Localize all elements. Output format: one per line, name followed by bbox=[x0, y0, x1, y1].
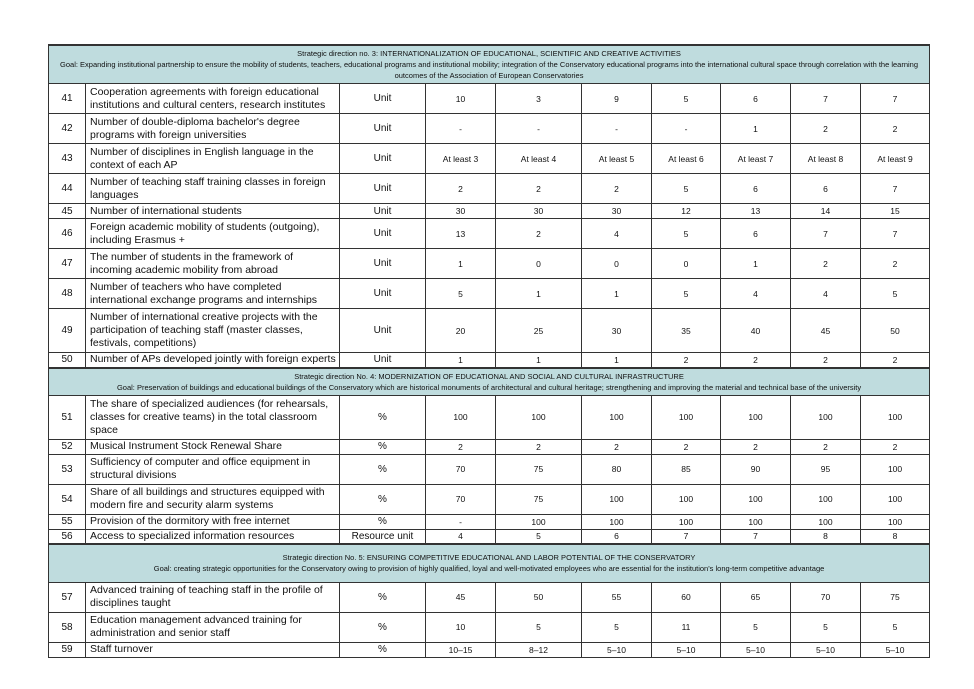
row-number-cell: 43 bbox=[49, 144, 86, 174]
unit-cell: Unit bbox=[340, 144, 426, 174]
value-cell: 2 bbox=[861, 249, 930, 279]
value-cell: 1 bbox=[426, 353, 496, 368]
unit-cell: % bbox=[340, 454, 426, 484]
value-cell: 55 bbox=[582, 582, 652, 612]
value-cell: 75 bbox=[496, 454, 582, 484]
value-cell: 100 bbox=[582, 484, 652, 514]
row-number-cell: 49 bbox=[49, 309, 86, 353]
value-cell: 7 bbox=[861, 84, 930, 114]
value-cell: 70 bbox=[426, 484, 496, 514]
value-cell: 5–10 bbox=[582, 642, 652, 657]
table-row bbox=[49, 582, 930, 612]
value-cell: 13 bbox=[426, 219, 496, 249]
value-cell: 2 bbox=[791, 353, 861, 368]
value-cell: 2 bbox=[496, 439, 582, 454]
value-cell: 5–10 bbox=[721, 642, 791, 657]
value-cell: 100 bbox=[861, 514, 930, 529]
value-cell: 20 bbox=[426, 309, 496, 353]
value-cell: 100 bbox=[582, 395, 652, 439]
value-cell: 2 bbox=[426, 439, 496, 454]
row-number-cell: 41 bbox=[49, 84, 86, 114]
value-cell: 0 bbox=[582, 249, 652, 279]
row-number-cell: 42 bbox=[49, 114, 86, 144]
value-cell: 7 bbox=[861, 174, 930, 204]
value-cell: 5–10 bbox=[861, 642, 930, 657]
indicator-name-cell: Number of international creative projects with the participation of teaching staff (master classes, festivals, competitions) bbox=[86, 309, 340, 353]
value-cell: 2 bbox=[652, 353, 721, 368]
section-header bbox=[49, 45, 930, 84]
section-goal: Goal: Expanding institutional partnership to ensure the mobility of students, teachers, educational programs and institutional mobility; integration of the Conservatory educational programs into the international cultural space through correlation with the learning outcomes of the Association of European Conservatories bbox=[60, 60, 919, 80]
indicator-name-cell: Staff turnover bbox=[86, 642, 340, 657]
value-cell: 100 bbox=[791, 514, 861, 529]
indicator-name-cell: Foreign academic mobility of students (outgoing), including Erasmus + bbox=[86, 219, 340, 249]
unit-cell: Resource unit bbox=[340, 529, 426, 544]
value-cell: 5 bbox=[582, 612, 652, 642]
value-cell: 85 bbox=[652, 454, 721, 484]
value-cell: 0 bbox=[496, 249, 582, 279]
value-cell: 65 bbox=[721, 582, 791, 612]
value-cell: At least 7 bbox=[721, 144, 791, 174]
value-cell: 13 bbox=[721, 204, 791, 219]
value-cell: 2 bbox=[652, 439, 721, 454]
row-number-cell: 56 bbox=[49, 529, 86, 544]
value-cell: 4 bbox=[582, 219, 652, 249]
section-header-cell bbox=[49, 368, 930, 396]
value-cell: 75 bbox=[496, 484, 582, 514]
table-row bbox=[49, 219, 930, 249]
value-cell: 5 bbox=[652, 174, 721, 204]
value-cell: 5 bbox=[652, 84, 721, 114]
value-cell: 5 bbox=[861, 612, 930, 642]
value-cell: At least 9 bbox=[861, 144, 930, 174]
value-cell: 100 bbox=[582, 514, 652, 529]
value-cell: - bbox=[582, 114, 652, 144]
value-cell: 80 bbox=[582, 454, 652, 484]
unit-cell: Unit bbox=[340, 353, 426, 368]
value-cell: 7 bbox=[791, 84, 861, 114]
indicator-name-cell: Number of international students bbox=[86, 204, 340, 219]
section-title: Strategic direction No. 5: ENSURING COMPETITIVE EDUCATIONAL AND LABOR POTENTIAL OF THE CONSERVATORY bbox=[282, 553, 696, 563]
value-cell: At least 4 bbox=[496, 144, 582, 174]
value-cell: 30 bbox=[496, 204, 582, 219]
value-cell: 4 bbox=[791, 279, 861, 309]
value-cell: 10 bbox=[426, 612, 496, 642]
indicator-name-cell: Number of teaching staff training classes in foreign languages bbox=[86, 174, 340, 204]
row-number-cell: 46 bbox=[49, 219, 86, 249]
section-title: Strategic direction No. 4: MODERNIZATION OF EDUCATIONAL AND SOCIAL AND CULTURAL INFRASTRUCTURE bbox=[294, 371, 684, 381]
indicator-name-cell: Advanced training of teaching staff in the profile of disciplines taught bbox=[86, 582, 340, 612]
value-cell: 100 bbox=[496, 395, 582, 439]
value-cell: 2 bbox=[426, 174, 496, 204]
unit-cell: Unit bbox=[340, 174, 426, 204]
row-number-cell: 54 bbox=[49, 484, 86, 514]
value-cell: 5 bbox=[426, 279, 496, 309]
section-goal: Goal: Preservation of buildings and educational buildings of the Conservatory which are historical monuments of architectural and cultural heritage; strengthening and improving the material and technical base of the university bbox=[116, 382, 862, 392]
value-cell: 1 bbox=[721, 249, 791, 279]
row-number-cell: 55 bbox=[49, 514, 86, 529]
indicator-name-cell: Sufficiency of computer and office equipment in structural divisions bbox=[86, 454, 340, 484]
table-row bbox=[49, 279, 930, 309]
indicator-name-cell: The share of specialized audiences (for rehearsals, classes for creative teams) in the total classroom space bbox=[86, 395, 340, 439]
value-cell: 100 bbox=[652, 514, 721, 529]
value-cell: 30 bbox=[582, 204, 652, 219]
table-row bbox=[49, 484, 930, 514]
value-cell: 2 bbox=[721, 439, 791, 454]
value-cell: 11 bbox=[652, 612, 721, 642]
value-cell: At least 3 bbox=[426, 144, 496, 174]
unit-cell: % bbox=[340, 514, 426, 529]
indicator-name-cell: Number of double-diploma bachelor's degree programs with foreign universities bbox=[86, 114, 340, 144]
value-cell: 2 bbox=[582, 439, 652, 454]
value-cell: 15 bbox=[861, 204, 930, 219]
unit-cell: % bbox=[340, 484, 426, 514]
value-cell: 60 bbox=[652, 582, 721, 612]
table-row bbox=[49, 353, 930, 368]
value-cell: 5–10 bbox=[791, 642, 861, 657]
section-header-cell bbox=[49, 45, 930, 84]
table-row bbox=[49, 395, 930, 439]
value-cell: 100 bbox=[791, 395, 861, 439]
value-cell: 7 bbox=[652, 529, 721, 544]
value-cell: 14 bbox=[791, 204, 861, 219]
value-cell: 30 bbox=[426, 204, 496, 219]
value-cell: At least 5 bbox=[582, 144, 652, 174]
indicator-name-cell: Cooperation agreements with foreign educational institutions and cultural centers, research institutes bbox=[86, 84, 340, 114]
value-cell: 5 bbox=[652, 279, 721, 309]
table-row bbox=[49, 454, 930, 484]
value-cell: 1 bbox=[582, 353, 652, 368]
value-cell: - bbox=[496, 114, 582, 144]
indicators-table-wrapper bbox=[48, 44, 929, 658]
table-row bbox=[49, 529, 930, 544]
indicator-name-cell: Musical Instrument Stock Renewal Share bbox=[86, 439, 340, 454]
unit-cell: Unit bbox=[340, 309, 426, 353]
value-cell: 6 bbox=[721, 219, 791, 249]
row-number-cell: 50 bbox=[49, 353, 86, 368]
value-cell: 1 bbox=[496, 279, 582, 309]
value-cell: 9 bbox=[582, 84, 652, 114]
table-row bbox=[49, 204, 930, 219]
unit-cell: % bbox=[340, 439, 426, 454]
value-cell: 8 bbox=[791, 529, 861, 544]
value-cell: At least 6 bbox=[652, 144, 721, 174]
value-cell: 2 bbox=[791, 114, 861, 144]
value-cell: 2 bbox=[496, 174, 582, 204]
unit-cell: Unit bbox=[340, 114, 426, 144]
value-cell: 75 bbox=[861, 582, 930, 612]
value-cell: 90 bbox=[721, 454, 791, 484]
section-goal: Goal: creating strategic opportunities for the Conservatory owing to provision of highly qualified, loyal and well-motivated employees who are essential for the institution's long-term competitive advantage bbox=[153, 564, 825, 574]
unit-cell: % bbox=[340, 395, 426, 439]
value-cell: 5 bbox=[652, 219, 721, 249]
table-row bbox=[49, 84, 930, 114]
value-cell: 10–15 bbox=[426, 642, 496, 657]
table-row bbox=[49, 612, 930, 642]
value-cell: 7 bbox=[721, 529, 791, 544]
value-cell: 2 bbox=[861, 439, 930, 454]
value-cell: 50 bbox=[496, 582, 582, 612]
table-row bbox=[49, 642, 930, 657]
indicator-name-cell: Number of APs developed jointly with foreign experts bbox=[86, 353, 340, 368]
row-number-cell: 45 bbox=[49, 204, 86, 219]
value-cell: 2 bbox=[582, 174, 652, 204]
value-cell: 6 bbox=[791, 174, 861, 204]
row-number-cell: 47 bbox=[49, 249, 86, 279]
indicator-name-cell: Share of all buildings and structures equipped with modern fire and security alarm systems bbox=[86, 484, 340, 514]
value-cell: 1 bbox=[582, 279, 652, 309]
value-cell: 100 bbox=[496, 514, 582, 529]
table-row bbox=[49, 439, 930, 454]
value-cell: 70 bbox=[426, 454, 496, 484]
value-cell: - bbox=[426, 514, 496, 529]
value-cell: 1 bbox=[426, 249, 496, 279]
unit-cell: Unit bbox=[340, 219, 426, 249]
value-cell: 100 bbox=[721, 395, 791, 439]
value-cell: 5–10 bbox=[652, 642, 721, 657]
indicators-table bbox=[48, 44, 930, 658]
value-cell: - bbox=[652, 114, 721, 144]
value-cell: 2 bbox=[861, 114, 930, 144]
section-header bbox=[49, 368, 930, 396]
section-header-cell bbox=[49, 544, 930, 582]
value-cell: 45 bbox=[791, 309, 861, 353]
row-number-cell: 48 bbox=[49, 279, 86, 309]
value-cell: 7 bbox=[791, 219, 861, 249]
row-number-cell: 44 bbox=[49, 174, 86, 204]
value-cell: 5 bbox=[496, 529, 582, 544]
table-row bbox=[49, 309, 930, 353]
value-cell: 100 bbox=[721, 514, 791, 529]
indicator-name-cell: Provision of the dormitory with free internet bbox=[86, 514, 340, 529]
unit-cell: % bbox=[340, 642, 426, 657]
indicator-name-cell: The number of students in the framework of incoming academic mobility from abroad bbox=[86, 249, 340, 279]
row-number-cell: 57 bbox=[49, 582, 86, 612]
value-cell: 35 bbox=[652, 309, 721, 353]
value-cell: 4 bbox=[426, 529, 496, 544]
unit-cell: Unit bbox=[340, 249, 426, 279]
value-cell: 2 bbox=[496, 219, 582, 249]
value-cell: 6 bbox=[721, 84, 791, 114]
unit-cell: % bbox=[340, 612, 426, 642]
value-cell: 8–12 bbox=[496, 642, 582, 657]
table-row bbox=[49, 174, 930, 204]
value-cell: 5 bbox=[791, 612, 861, 642]
indicator-name-cell: Education management advanced training for administration and senior staff bbox=[86, 612, 340, 642]
value-cell: 10 bbox=[426, 84, 496, 114]
value-cell: 100 bbox=[426, 395, 496, 439]
value-cell: 12 bbox=[652, 204, 721, 219]
value-cell: 70 bbox=[791, 582, 861, 612]
table-row bbox=[49, 114, 930, 144]
row-number-cell: 51 bbox=[49, 395, 86, 439]
value-cell: 2 bbox=[861, 353, 930, 368]
value-cell: 100 bbox=[721, 484, 791, 514]
value-cell: 5 bbox=[721, 612, 791, 642]
indicator-name-cell: Number of teachers who have completed international exchange programs and internships bbox=[86, 279, 340, 309]
row-number-cell: 53 bbox=[49, 454, 86, 484]
unit-cell: % bbox=[340, 582, 426, 612]
unit-cell: Unit bbox=[340, 279, 426, 309]
row-number-cell: 58 bbox=[49, 612, 86, 642]
value-cell: - bbox=[426, 114, 496, 144]
indicator-name-cell: Access to specialized information resources bbox=[86, 529, 340, 544]
value-cell: 5 bbox=[496, 612, 582, 642]
value-cell: 100 bbox=[791, 484, 861, 514]
value-cell: 100 bbox=[861, 484, 930, 514]
value-cell: 30 bbox=[582, 309, 652, 353]
row-number-cell: 52 bbox=[49, 439, 86, 454]
value-cell: 5 bbox=[861, 279, 930, 309]
value-cell: 8 bbox=[861, 529, 930, 544]
unit-cell: Unit bbox=[340, 84, 426, 114]
indicator-name-cell: Number of disciplines in English language in the context of each AP bbox=[86, 144, 340, 174]
value-cell: 2 bbox=[791, 249, 861, 279]
value-cell: 7 bbox=[861, 219, 930, 249]
table-row bbox=[49, 249, 930, 279]
value-cell: 25 bbox=[496, 309, 582, 353]
table-row bbox=[49, 144, 930, 174]
value-cell: 45 bbox=[426, 582, 496, 612]
value-cell: 2 bbox=[791, 439, 861, 454]
value-cell: 6 bbox=[582, 529, 652, 544]
row-number-cell: 59 bbox=[49, 642, 86, 657]
value-cell: 2 bbox=[721, 353, 791, 368]
value-cell: 95 bbox=[791, 454, 861, 484]
unit-cell: Unit bbox=[340, 204, 426, 219]
value-cell: 100 bbox=[861, 395, 930, 439]
value-cell: 40 bbox=[721, 309, 791, 353]
table-row bbox=[49, 514, 930, 529]
value-cell: At least 8 bbox=[791, 144, 861, 174]
value-cell: 3 bbox=[496, 84, 582, 114]
value-cell: 1 bbox=[721, 114, 791, 144]
section-header bbox=[49, 544, 930, 582]
value-cell: 6 bbox=[721, 174, 791, 204]
value-cell: 100 bbox=[861, 454, 930, 484]
section-title: Strategic direction no. 3: INTERNATIONALIZATION OF EDUCATIONAL, SCIENTIFIC AND CREATIVE ACTIVITIES bbox=[297, 49, 681, 58]
value-cell: 50 bbox=[861, 309, 930, 353]
value-cell: 1 bbox=[496, 353, 582, 368]
value-cell: 4 bbox=[721, 279, 791, 309]
value-cell: 100 bbox=[652, 395, 721, 439]
value-cell: 100 bbox=[652, 484, 721, 514]
value-cell: 0 bbox=[652, 249, 721, 279]
